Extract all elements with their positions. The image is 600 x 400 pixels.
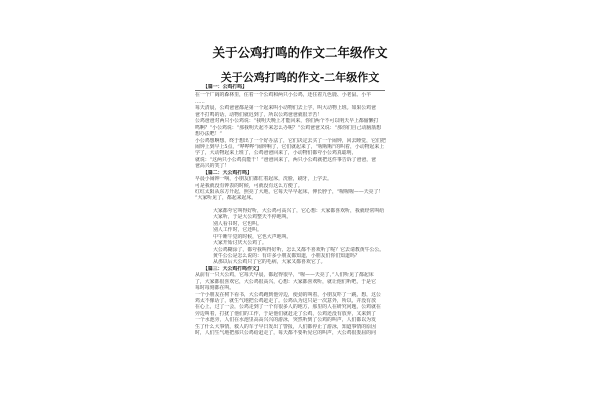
document-body <box>195 84 417 337</box>
text-line: 从前有一只大公鸡，它每天早晨，都起得很早，“喔——天亮了，”人们听见了都起床 <box>195 272 374 279</box>
heading-divider <box>195 90 385 91</box>
text-line: 别人工作时，它还叫。 <box>213 227 262 234</box>
section-heading: 【篇一：公鸡打鸣】 <box>203 84 248 90</box>
text-line: 爸高兴的笑了！ <box>195 163 230 170</box>
text-line: 一个小朋友在树下看书，大公鸡跑到他旁边，使劲的叫着，小朋友吓了一跳，想，这公 <box>195 291 381 298</box>
section-heading: 【篇三：大公鸡打鸣作文】 <box>203 265 262 272</box>
text-line: …… <box>195 98 205 105</box>
text-line: 公鸡爸爸对两只小公鸡说：“我明天晚上才能回来，你们两个不可以明天早上都偷懒打 <box>195 118 379 125</box>
text-line: 旁边叫着，打扰了他们的工作，于是他们就赶走了公鸡，公鸡还没有放弃，又来到了 <box>195 310 376 317</box>
text-line: 时，人们生气地把那只公鸡给赶走了，每天都不要听见它的叫声，大公鸡很委屈的问 <box>195 330 376 337</box>
text-line: 爸不打鸣的话，动物们就迟到了，所以公鸡爸爸就很辛苦！ <box>195 111 323 118</box>
text-line: 大公鸡糊涂了，都夸我叫得好听，怎么又都不喜欢听了呢？它去请教黄牛公公。 <box>213 246 385 253</box>
text-line: 想办法吧！” <box>195 131 222 138</box>
text-line: 大家开始讨厌大公鸡了。 <box>213 240 267 247</box>
text-line: 就说：“这两只小公鸡真能干！”爸爸回来了，两只小公鸡就把这件事告诉了爸爸，爸 <box>195 156 377 163</box>
text-line: 早晨小闹钟一响，小朋友们都忙着起床，洗脸，刷牙，上学去。 <box>195 176 332 183</box>
text-line: 在心上，过了一会，公鸡走到了一个有很多人的地方，那里的人在研究问题，公鸡就在 <box>195 304 381 311</box>
text-line: 红红太阳从东方升起，照亮了大地，它每天早早起床，伸长脖子，“喔喔喔——天亮了！ <box>195 189 384 195</box>
text-line: 鸣啊？”小公鸡说：“那我明天起不来怎么办呢？”公鸡爸爸又说：“那你们自己动脑筋想 <box>195 124 382 131</box>
text-line: 中午睡午觉的时候，它也大声地叫。 <box>213 233 292 240</box>
text-line: 黄牛公公是怎么说的：有许多小朋友都知道，小朋友们你们知道吗？ <box>213 252 360 259</box>
text-line: 别人看书时，它也叫。 <box>213 220 262 227</box>
text-line: 大家都夸它叫得好听，大公鸡可高兴了，它心想：大家都喜欢听，我就经常叫给 <box>213 207 385 214</box>
text-line: 从那以后大公鸡只了它的毛病，大家又都喜欢它了。 <box>213 259 326 266</box>
text-line: 在一个广阔的森林里，住着一个公鸡和两只小公鸡，还住着九色鹿、小老鼠、小羊 <box>195 92 372 99</box>
text-line: 大家听，于是大公鸡整天不停地叫。 <box>213 214 292 221</box>
text-line: 闹钟上到早上5点，“哗哗哗”闹钟响了，它们就起来了，“喔喔喔”的叫着，小动物起来上 <box>195 143 385 150</box>
section-heading: 【篇二：大公鸡打鸣】 <box>203 169 252 176</box>
text-line: 生了什么大事情，救人的车子早日发出了警报，人们都停止了游泳，知道事情的原因 <box>195 323 376 330</box>
document-subtitle: 关于公鸡打鸣的作文-二年级作文 <box>220 71 380 84</box>
document-title: 关于公鸡打鸣的作文二年级作文 <box>212 45 388 60</box>
text-line: 小公鸡想啊想，终于想出了一个好办法了，它们决定去买了一个闹钟，回去睡觉，它们把 <box>195 137 386 144</box>
text-line: ”大家听见了，都起来起床。 <box>195 195 257 202</box>
text-line: 鸡太不像话了，就生气地把公鸡赶走了。公鸡认为这只是一次意外，所以，并没有放 <box>195 298 376 304</box>
text-line: 每天清晨，公鸡爸爸都是第一个起来叫小动物们去上学，叫大动物上班。如果公鸡爸 <box>195 105 376 112</box>
text-line: 了，大家都很喜欢它，大公鸡很高兴，心想：大家都喜欢听，就让他们听吧，于是它 <box>195 278 376 285</box>
text-line: 可是我就没有钟表的时候，可就没有这么方便了。 <box>195 182 303 189</box>
text-line: 一个水池旁，人们在水池里高高兴兴的游泳，突然听到了公鸡的叫声，人们都以为发 <box>195 317 376 324</box>
text-line: 学了，大动物起来上班了，公鸡爸爸回来了，小动物们都夸小公鸡真聪明， <box>195 150 357 157</box>
text-line: 每时每刻都在叫。 <box>195 285 235 292</box>
